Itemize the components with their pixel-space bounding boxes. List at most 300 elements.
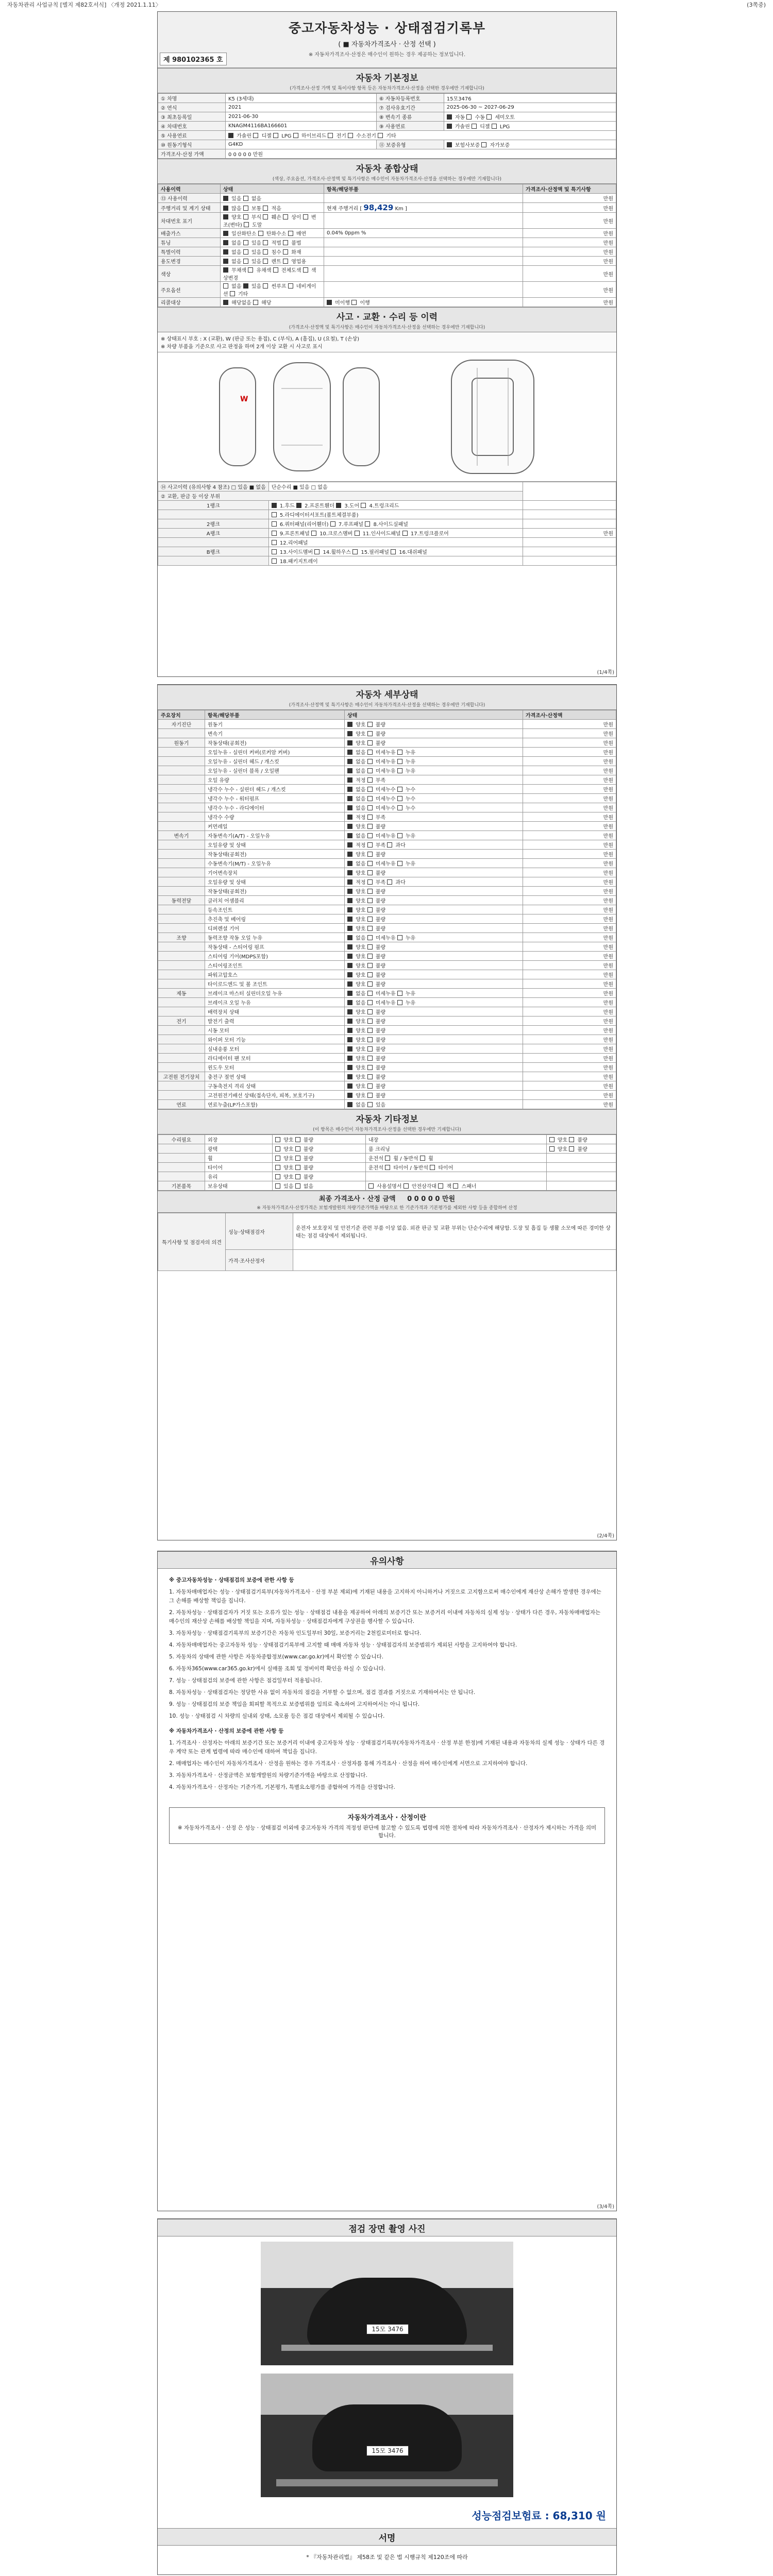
car-diagram-svg xyxy=(158,352,615,481)
detail-item: 작동상태(공회전) xyxy=(205,887,345,896)
checkbox-empty xyxy=(367,907,373,912)
detail-unit: 만원 xyxy=(523,1072,616,1081)
detail-item: 작동상태(공회전) xyxy=(205,738,345,748)
summary-row xyxy=(158,238,616,247)
detail-group: 연료 xyxy=(158,1100,205,1109)
damage-marker: W xyxy=(240,395,248,403)
summary-state: 없음 있음 렌트 영업용 xyxy=(221,257,324,266)
checkbox-empty xyxy=(367,768,373,773)
detail-unit: 만원 xyxy=(523,1026,616,1035)
notice-item: 5. 자동차의 상태에 관한 사항은 자동차종합정보(www.car.go.kr)에서 확인할 수 있습니다. xyxy=(169,1654,384,1660)
summary-row xyxy=(158,257,616,266)
special-key: 가격·조사산정자 xyxy=(226,1250,293,1271)
other-state-2 xyxy=(546,1172,616,1181)
detail-unit: 만원 xyxy=(523,933,616,942)
detail-row xyxy=(158,1016,616,1026)
checkbox-empty xyxy=(367,898,373,903)
other-item-2: 운전석 타이어 / 동반석 타이어 xyxy=(366,1163,547,1172)
detail-state: 양호 불량 xyxy=(345,1063,523,1072)
detail-row xyxy=(158,1072,616,1081)
notice-item: 8. 자동차성능 · 상태점검자는 정당한 사유 없이 자동차의 점검을 거부할 수 없으며, 점검 결과를 거짓으로 기재하여서는 안 됩니다. xyxy=(169,1689,476,1696)
summary-state: 없음 있음 침수 화재 xyxy=(221,247,324,257)
accident-rank: 1랭크 xyxy=(158,501,269,510)
page-count: (3쪽중) xyxy=(747,2,766,8)
checkbox-empty xyxy=(243,240,248,245)
detail-unit: 만원 xyxy=(523,840,616,850)
checkbox-empty xyxy=(295,1165,300,1170)
checkbox-empty xyxy=(367,722,373,727)
checkbox-empty xyxy=(367,870,373,875)
detail-state: 양호 불량 xyxy=(345,1035,523,1044)
checkbox-empty xyxy=(295,1183,300,1189)
checkbox-checked xyxy=(447,114,452,120)
special-key: 성능·상태점검자 xyxy=(226,1213,293,1250)
detail-unit: 만원 xyxy=(523,729,616,738)
checkbox-empty xyxy=(275,1146,280,1151)
checkbox-checked xyxy=(347,833,352,838)
checkbox-empty xyxy=(275,1156,280,1161)
detail-row xyxy=(158,905,616,914)
checkbox-empty xyxy=(367,972,373,977)
checkbox-empty xyxy=(248,267,253,273)
detail-unit: 만원 xyxy=(523,952,616,961)
detail-item: 디퍼렌셜 기어 xyxy=(205,924,345,933)
summary-extra xyxy=(324,238,523,247)
detail-item: 수동변속기(M/T) - 오일누유 xyxy=(205,859,345,868)
checkbox-checked xyxy=(347,815,352,820)
checkbox-empty xyxy=(367,954,373,959)
summary-extra xyxy=(324,213,523,229)
detail-group: 동력전달 xyxy=(158,896,205,905)
notice-item: 4. 자동차가격조사 · 산정자는 기준가격, 기본평가, 특별요소평가를 종합하여 가격을 산정합니다. xyxy=(169,1784,395,1790)
detail-group: 전기 xyxy=(158,1016,205,1026)
checkbox-empty xyxy=(367,796,373,801)
summary-unit: 만원 xyxy=(523,282,616,298)
checkbox-checked xyxy=(347,731,352,736)
page-2-number: (2/4쪽) xyxy=(597,1533,614,1539)
detail-unit: 만원 xyxy=(523,720,616,729)
other-item: 타이어 xyxy=(205,1163,273,1172)
checkbox-checked xyxy=(347,777,352,783)
checkbox-checked xyxy=(347,889,352,894)
detail-state: 적정 부족 과다 xyxy=(345,877,523,887)
detail-state: 양호 불량 xyxy=(345,1007,523,1016)
basic-key-2: ⑧ 변속기 종류 xyxy=(376,112,444,122)
checkbox-empty xyxy=(263,249,268,255)
notice-item: 9. 성능 · 상태점검의 보증 책임을 회피할 목적으로 보증범위를 임의로 축소하여 고지하여서는 아니 됩니다. xyxy=(169,1701,420,1707)
detail-row xyxy=(158,840,616,850)
detail-state: 양호 불량 xyxy=(345,1054,523,1063)
detail-unit: 만원 xyxy=(523,1091,616,1100)
summary-extra xyxy=(324,266,523,282)
detail-unit: 만원 xyxy=(523,1044,616,1054)
detail-item: 브레이크 오일 누유 xyxy=(205,998,345,1007)
checkbox-empty xyxy=(223,283,228,289)
accident-rank: B랭크 xyxy=(158,547,269,556)
checkbox-empty xyxy=(367,963,373,968)
accident-parts: 18.패키지트레이 xyxy=(268,556,523,566)
checkbox-empty xyxy=(295,1174,300,1179)
detail-item: 실내송풍 모터 xyxy=(205,1044,345,1054)
checkbox-empty xyxy=(367,852,373,857)
detail-row xyxy=(158,1026,616,1035)
detail-group: 변속기 xyxy=(158,831,205,840)
checkbox-checked xyxy=(223,259,228,264)
summary-row xyxy=(158,266,616,282)
detail-col-state: 상태 xyxy=(345,710,523,720)
checkbox-empty xyxy=(397,1000,402,1005)
summary-row xyxy=(158,203,616,213)
detail-state: 적정 부족 과다 xyxy=(345,840,523,850)
detail-row xyxy=(158,942,616,952)
detail-group: 조향 xyxy=(158,933,205,942)
checkbox-empty xyxy=(397,796,402,801)
checkbox-empty xyxy=(367,824,373,829)
checkbox-empty xyxy=(367,1065,373,1070)
other-header xyxy=(158,1109,616,1134)
detail-state: 양호 불량 xyxy=(345,905,523,914)
summary-extra xyxy=(324,282,523,298)
accident-part-row xyxy=(158,538,616,547)
checkbox-checked xyxy=(223,240,228,245)
checkbox-empty xyxy=(303,267,308,273)
notice-item: 7. 성능 · 상태점검의 보증에 관한 사항은 점검일부터 적용됩니다. xyxy=(169,1677,322,1684)
detail-unit: 만원 xyxy=(523,1063,616,1072)
detail-item: 윈도우 모터 xyxy=(205,1063,345,1072)
document-number: 제 980102365 호 xyxy=(160,53,227,65)
checkbox-checked xyxy=(223,231,228,236)
summary-key: 색상 xyxy=(158,266,221,282)
detail-state: 양호 불량 xyxy=(345,738,523,748)
checkbox-empty xyxy=(367,935,373,940)
summary-row xyxy=(158,298,616,307)
car-frame-inner xyxy=(472,378,513,455)
detail-item: 클러치 어셈블리 xyxy=(205,896,345,905)
detail-state: 적정 부족 xyxy=(345,812,523,822)
checkbox-empty xyxy=(253,300,258,305)
summary-unit: 만원 xyxy=(523,298,616,307)
checkbox-empty xyxy=(361,503,366,508)
notice-item: 1. 가격조사 · 산정자는 아래의 보증기간 또는 보증거리 이내에 중고자동차 성능 · 상태점검기록부(자동차가격조사 · 산정 부분 한정)에 기재된 내용과 자동차의 실제 성능 · 상태가 다른 경우 계약 또는 관계 법령에 따라 매수인에 대하여 책임을 집니다. xyxy=(169,1740,605,1755)
other-item-2: 사용설명서 안전삼각대 잭 스패너 xyxy=(366,1181,547,1191)
detail-unit: 만원 xyxy=(523,831,616,840)
notice-heading-2: ※ 자동차가격조사 · 산정의 보증에 관한 사항 등 xyxy=(169,1728,284,1734)
other-table xyxy=(158,1134,616,1191)
accident-table xyxy=(158,482,616,566)
detail-state: 없음 있음 xyxy=(345,1100,523,1109)
detail-group xyxy=(158,952,205,961)
checkbox-empty xyxy=(311,531,316,536)
summary-key: 튜닝 xyxy=(158,238,221,247)
other-row xyxy=(158,1154,616,1163)
summary-extra xyxy=(324,247,523,257)
car-diagram xyxy=(158,352,616,482)
detail-row xyxy=(158,1035,616,1044)
inspection-photo-front xyxy=(261,2242,513,2365)
accident-part-row xyxy=(158,529,616,538)
detail-item: 냉각수 수량 xyxy=(205,812,345,822)
summary-title: 자동차 종합상태 xyxy=(356,164,418,174)
special-row xyxy=(158,1250,616,1271)
detail-item: 등속조인트 xyxy=(205,905,345,914)
checkbox-empty xyxy=(275,1137,280,1142)
page-4 xyxy=(157,2218,617,2575)
checkbox-empty xyxy=(367,1037,373,1042)
detail-unit: 만원 xyxy=(523,970,616,979)
document-subnote: ※ 자동차가격조사·산정은 매수인이 원하는 경우 제공하는 정보입니다. xyxy=(308,52,466,58)
special-row xyxy=(158,1213,616,1250)
notice-heading-1: ※ 중고자동차성능 · 상태점검의 보증에 관한 사항 등 xyxy=(169,1577,294,1583)
detail-state: 양호 불량 xyxy=(345,970,523,979)
checkbox-empty xyxy=(402,531,408,536)
detail-row xyxy=(158,1063,616,1072)
checkbox-empty xyxy=(295,1146,300,1151)
other-item-2: 내장 xyxy=(366,1135,547,1144)
other-item: 광택 xyxy=(205,1144,273,1154)
detail-group xyxy=(158,766,205,775)
detail-group xyxy=(158,970,205,979)
summary-state: 일산화탄소 탄화수소 매연 xyxy=(221,229,324,238)
checkbox-empty xyxy=(387,879,392,885)
notice-item: 2. 자동차성능 · 상태점검자가 거짓 또는 오류가 있는 성능 · 상태점검 내용을 제공하여 아래의 보증기간 또는 보증거리 이내에 자동차의 실제 성능 · 상태가 다른 경우, 자동차매매업자는 매수인의 재산상 손해를 배상할 책임을 지며, 자동차성능 · 상태점검자에게 구상권을 행사할 수 있습니다. xyxy=(169,1609,601,1624)
checkbox-checked xyxy=(347,1019,352,1024)
final-price-note: ※ 자동차가격조사·산정가격은 보험개발원의 차량기준가액을 바탕으로 한 기준가격과 기본평가를 제외한 사항 등을 종합하여 산정 xyxy=(257,1206,517,1211)
summary-state: 있음 없음 xyxy=(221,194,324,203)
detail-state: 양호 불량 xyxy=(345,1081,523,1091)
summary-note: (색상, 주요옵션, 가격조사·산정액 및 특기사항은 매수인이 자동차가격조사·산정을 선택하는 경우에만 기재합니다) xyxy=(272,177,502,182)
summary-extra: 현재 주행거리 [ 98,429 Km ] xyxy=(324,203,523,213)
form-reference: 자동차관리 사업규칙 [별지 제82호서식] 〈개정 2021.1.11〉 xyxy=(7,2,161,8)
detail-unit: 만원 xyxy=(523,757,616,766)
accident-unit xyxy=(523,547,616,556)
price-label: 가격조사·산정 가액 xyxy=(158,149,226,159)
accident-header xyxy=(158,307,616,332)
detail-row xyxy=(158,979,616,989)
detail-col-price: 가격조사·산정액 xyxy=(523,710,616,720)
checkbox-empty xyxy=(367,981,373,987)
notice-title: 유의사항 xyxy=(370,1556,404,1567)
detail-state: 없음 미세누수 누수 xyxy=(345,803,523,812)
other-group xyxy=(158,1144,205,1154)
page-3 xyxy=(157,1551,617,2211)
detail-row xyxy=(158,989,616,998)
detail-group xyxy=(158,998,205,1007)
checkbox-checked xyxy=(347,805,352,810)
detail-group xyxy=(158,914,205,924)
checkbox-checked xyxy=(347,1065,352,1070)
basic-value: 2021-06-30 xyxy=(226,112,377,122)
price-value: 0 0 0 0 0 만원 xyxy=(226,149,616,159)
detail-unit: 만원 xyxy=(523,942,616,952)
detail-item: 자동변속기(A/T) - 오일누유 xyxy=(205,831,345,840)
detail-state: 없음 미세누수 누수 xyxy=(345,785,523,794)
detail-group xyxy=(158,850,205,859)
checkbox-empty xyxy=(243,214,248,219)
other-item-2: 운전석 휠 / 동반석 휠 xyxy=(366,1154,547,1163)
inspection-photo-rear xyxy=(261,2374,513,2497)
basic-key-2: ⑨ 사용연료 xyxy=(376,122,444,131)
detail-row xyxy=(158,924,616,933)
checkbox-checked xyxy=(347,722,352,727)
checkbox-empty xyxy=(367,833,373,838)
detail-state: 양호 불량 xyxy=(345,822,523,831)
detail-group xyxy=(158,1007,205,1016)
detail-row xyxy=(158,738,616,748)
basic-row xyxy=(158,140,616,149)
summary-state: 없음 있음 썬루프 네비게이션 기타 xyxy=(221,282,324,298)
checkbox-checked xyxy=(347,879,352,885)
checkbox-empty xyxy=(243,206,248,211)
summary-table xyxy=(158,184,616,307)
checkbox-empty xyxy=(367,777,373,783)
other-group xyxy=(158,1172,205,1181)
car-top-left xyxy=(274,363,330,471)
checkbox-checked xyxy=(347,740,352,745)
detail-row xyxy=(158,914,616,924)
basic-row xyxy=(158,122,616,131)
other-title: 자동차 기타정보 xyxy=(356,1114,418,1125)
summary-state: 해당없음 해당 xyxy=(221,298,324,307)
detail-unit: 만원 xyxy=(523,924,616,933)
detail-group xyxy=(158,785,205,794)
checkbox-empty xyxy=(230,291,235,296)
price-definition-box xyxy=(169,1807,605,1844)
checkbox-empty xyxy=(367,926,373,931)
summary-extra xyxy=(324,194,523,203)
accident-legend-line-2: ※ 차량 부품을 기준으로 사고 판정을 하며 2개 이상 교환 시 사고로 표시 xyxy=(161,344,323,350)
detail-group xyxy=(158,1063,205,1072)
final-price-header xyxy=(158,1191,616,1213)
detail-unit: 만원 xyxy=(523,803,616,812)
detail-item: 추진축 및 베어링 xyxy=(205,914,345,924)
detail-row xyxy=(158,877,616,887)
accident-parts: 1.후드 2.프론트휀더 3.도어 4.트렁크리드 xyxy=(268,501,523,510)
accident-parts: 6.쿼터패널(리어휀더) 7.루프패널 8.사이드실패널 xyxy=(268,519,523,529)
summary-extra: 미이행 이행 xyxy=(324,298,523,307)
car-side-left xyxy=(220,368,256,466)
detail-row xyxy=(158,720,616,729)
accident-rank: 2랭크 xyxy=(158,519,269,529)
checkbox-checked xyxy=(347,944,352,950)
checkbox-empty xyxy=(453,1183,458,1189)
checkbox-empty xyxy=(330,521,335,527)
other-group: 기본품목 xyxy=(158,1181,205,1191)
detail-state: 없음 미세누유 누유 xyxy=(345,998,523,1007)
checkbox-checked xyxy=(223,214,228,219)
checkbox-empty xyxy=(328,133,333,138)
detail-unit: 만원 xyxy=(523,794,616,803)
detail-row xyxy=(158,822,616,831)
checkbox-empty xyxy=(569,1137,574,1142)
other-item: 보유상태 xyxy=(205,1181,273,1191)
detail-col-device: 주요장치 xyxy=(158,710,205,720)
accident-parts: 9.프론트패널 10.크로스멤버 11.인사이드패널 17.트렁크플로어 xyxy=(268,529,523,538)
notice-item: 6. 자동차365(www.car365.go.kr)에서 실매물 조회 및 정비이력 확인을 하실 수 있습니다. xyxy=(169,1666,385,1672)
checkbox-checked xyxy=(347,935,352,940)
checkbox-empty xyxy=(295,1156,300,1161)
detail-group xyxy=(158,812,205,822)
checkbox-checked xyxy=(223,267,228,273)
notice-item: 3. 자동차성능 · 상태점검기록부의 보증기간은 자동차 인도일부터 30일, 보증거리는 2천킬로미터로 합니다. xyxy=(169,1630,422,1636)
checkbox-empty xyxy=(481,142,486,147)
basic-row xyxy=(158,94,616,103)
checkbox-checked xyxy=(243,283,248,289)
basic-value: 2021 xyxy=(226,103,377,112)
detail-item: 냉각수 누수 - 워터펌프 xyxy=(205,794,345,803)
detail-state: 없음 미세누유 누유 xyxy=(345,859,523,868)
detail-state: 양호 불량 xyxy=(345,942,523,952)
detail-group xyxy=(158,942,205,952)
checkbox-checked xyxy=(347,842,352,848)
checkbox-empty xyxy=(492,124,497,129)
accident-unit xyxy=(523,519,616,529)
detail-group xyxy=(158,1054,205,1063)
detail-state: 양호 불량 xyxy=(345,961,523,970)
checkbox-empty xyxy=(404,1183,409,1189)
detail-row xyxy=(158,1100,616,1109)
detail-item: 커먼레일 xyxy=(205,822,345,831)
detail-row xyxy=(158,766,616,775)
basic-value: 가솔린 디젤 LPG 하이브리드 전기 수소전기 기타 xyxy=(226,131,616,140)
detail-state: 양호 불량 xyxy=(345,887,523,896)
checkbox-empty xyxy=(387,842,392,848)
accident-rank xyxy=(158,556,269,566)
accident-note: (가격조사·산정액 및 특기사항은 매수인이 자동차가격조사·산정을 선택하는 경우에만 기재합니다) xyxy=(289,325,485,330)
detail-unit: 만원 xyxy=(523,850,616,859)
summary-extra: 0.04% 0ppm % xyxy=(324,229,523,238)
detail-unit: 만원 xyxy=(523,914,616,924)
detail-unit: 만원 xyxy=(523,812,616,822)
checkbox-checked xyxy=(347,926,352,931)
detail-row xyxy=(158,859,616,868)
detail-table xyxy=(158,710,616,1109)
detail-group xyxy=(158,803,205,812)
summary-col-state: 상태 xyxy=(221,184,324,194)
checkbox-checked xyxy=(347,1000,352,1005)
checkbox-checked xyxy=(447,142,452,147)
checkbox-empty xyxy=(314,549,320,554)
detail-item: 스티어링 기어(MDPS포함) xyxy=(205,952,345,961)
checkbox-empty xyxy=(295,1137,300,1142)
checkbox-empty xyxy=(293,133,298,138)
detail-item: 냉각수 누수 - 실린더 헤드 / 개스킷 xyxy=(205,785,345,794)
checkbox-checked xyxy=(347,954,352,959)
summary-key: 특별이력 xyxy=(158,247,221,257)
checkbox-empty xyxy=(367,815,373,820)
notice-header xyxy=(158,1551,616,1569)
checkbox-checked xyxy=(347,750,352,755)
checkbox-empty xyxy=(365,521,370,527)
checkbox-checked xyxy=(347,759,352,764)
basic-key: ① 차명 xyxy=(158,94,226,103)
checkbox-empty xyxy=(367,1046,373,1052)
detail-item: 오일 유량 xyxy=(205,775,345,785)
detail-item: 냉각수 누수 - 라디에이터 xyxy=(205,803,345,812)
detail-row xyxy=(158,896,616,905)
detail-unit: 만원 xyxy=(523,738,616,748)
other-state: 양호 불량 xyxy=(273,1154,366,1163)
basic-key: ④ 차대번호 xyxy=(158,122,226,131)
detail-item: 배력장치 상태 xyxy=(205,1007,345,1016)
notice-item: 10. 성능 · 상태점검 시 차량의 실내외 상태, 소모품 등은 점검 대상에서 제외될 수 있습니다. xyxy=(169,1713,385,1719)
checkbox-checked xyxy=(336,503,341,508)
detail-group xyxy=(158,794,205,803)
other-state-2 xyxy=(546,1181,616,1191)
checkbox-empty xyxy=(367,917,373,922)
detail-group xyxy=(158,840,205,850)
detail-group xyxy=(158,1081,205,1091)
detail-unit: 만원 xyxy=(523,785,616,794)
